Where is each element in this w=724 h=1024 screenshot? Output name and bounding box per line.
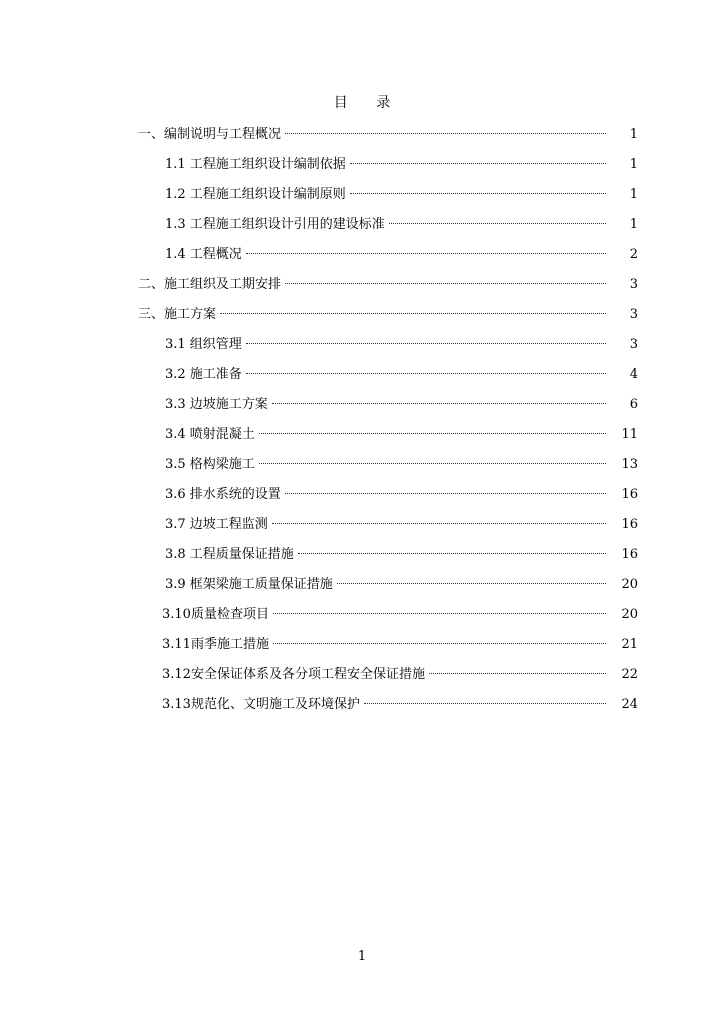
dot-leader <box>273 643 606 644</box>
toc-entry-page: 4 <box>629 367 638 382</box>
dot-leader <box>273 613 606 614</box>
toc-entry-label: 3.6 排水系统的设置 <box>165 487 281 502</box>
dot-leader <box>285 133 606 134</box>
toc-entry-page: 2 <box>629 247 638 262</box>
toc-entry-page: 20 <box>621 607 638 622</box>
toc-entry[interactable] <box>138 120 638 150</box>
dot-leader <box>337 583 606 584</box>
toc-entry[interactable] <box>165 150 638 180</box>
toc-entry-page: 22 <box>621 667 638 682</box>
dot-leader <box>259 433 606 434</box>
toc-entry-label: 3.9 框架梁施工质量保证措施 <box>165 577 333 592</box>
toc-entry-page: 1 <box>629 157 638 172</box>
toc-entry-page: 1 <box>629 187 638 202</box>
toc-entry[interactable] <box>165 180 638 210</box>
toc-entry-label: 1.3 工程施工组织设计引用的建设标准 <box>165 217 385 232</box>
toc-entry-label: 3.2 施工准备 <box>165 367 242 382</box>
toc-entry-page: 16 <box>621 517 638 532</box>
toc-entry-label: 一、编制说明与工程概况 <box>138 127 282 142</box>
dot-leader <box>259 463 606 464</box>
toc-entry[interactable] <box>162 630 638 660</box>
toc-entry-label: 1.2 工程施工组织设计编制原则 <box>165 187 346 202</box>
toc-entry-page: 3 <box>629 337 638 352</box>
page-number: 1 <box>357 949 367 964</box>
dot-leader <box>272 523 606 524</box>
toc-entry-label: 3.1 组织管理 <box>165 337 242 352</box>
toc-entry[interactable] <box>165 450 638 480</box>
toc-entry-page: 20 <box>621 577 638 592</box>
toc-entry[interactable] <box>162 600 638 630</box>
toc-entry[interactable] <box>165 210 638 240</box>
dot-leader <box>246 343 606 344</box>
toc-entry[interactable] <box>165 540 638 570</box>
dot-leader <box>350 163 606 164</box>
toc-entry-page: 16 <box>621 487 638 502</box>
dot-leader <box>350 193 606 194</box>
toc-entry-page: 3 <box>629 277 638 292</box>
dot-leader <box>285 493 606 494</box>
toc-entry-page: 1 <box>629 217 638 232</box>
toc-entry-page: 16 <box>621 547 638 562</box>
toc-entry-label: 3.5 格构梁施工 <box>165 457 255 472</box>
toc-entry-label: 3.3 边坡施工方案 <box>165 397 268 412</box>
toc-entry-label: 3.10质量检查项目 <box>162 607 269 622</box>
dot-leader <box>246 373 606 374</box>
toc-entry[interactable] <box>165 390 638 420</box>
dot-leader <box>429 673 606 674</box>
toc-entry-label: 3.4 喷射混凝土 <box>165 427 255 442</box>
dot-leader <box>246 253 606 254</box>
dot-leader <box>364 703 606 704</box>
toc-entry[interactable] <box>138 270 638 300</box>
toc-entry-label: 3.13规范化、文明施工及环境保护 <box>162 697 360 712</box>
toc-entry-page: 1 <box>629 127 638 142</box>
toc-entry-label: 1.1 工程施工组织设计编制依据 <box>165 157 346 172</box>
toc-entry-label: 三、施工方案 <box>138 307 217 322</box>
toc-entry[interactable] <box>165 510 638 540</box>
dot-leader <box>298 553 606 554</box>
toc-entry[interactable] <box>165 480 638 510</box>
toc-entry-label: 3.12安全保证体系及各分项工程安全保证措施 <box>162 667 425 682</box>
dot-leader <box>389 223 606 224</box>
toc-entry-label: 3.7 边坡工程监测 <box>165 517 268 532</box>
toc-entry[interactable] <box>165 570 638 600</box>
toc-title: 目 录 <box>333 95 403 111</box>
toc-entry[interactable] <box>165 420 638 450</box>
toc-entry[interactable] <box>138 300 638 330</box>
toc-entry-label: 3.11雨季施工措施 <box>162 637 269 652</box>
toc-entry[interactable] <box>165 330 638 360</box>
toc-entry-page: 6 <box>629 397 638 412</box>
toc-entry-label: 3.8 工程质量保证措施 <box>165 547 294 562</box>
dot-leader <box>220 313 606 314</box>
toc-entry[interactable] <box>162 690 638 720</box>
toc-entry-label: 二、施工组织及工期安排 <box>138 277 282 292</box>
toc-entry-page: 21 <box>621 637 638 652</box>
toc-entry[interactable] <box>162 660 638 690</box>
toc-entry-page: 13 <box>621 457 638 472</box>
toc-entry-page: 3 <box>629 307 638 322</box>
dot-leader <box>285 283 606 284</box>
toc-entry-label: 1.4 工程概况 <box>165 247 242 262</box>
dot-leader <box>272 403 606 404</box>
toc-entry[interactable] <box>165 240 638 270</box>
toc-entry-page: 11 <box>621 427 638 442</box>
toc-entry[interactable] <box>165 360 638 390</box>
toc-entry-page: 24 <box>621 697 638 712</box>
